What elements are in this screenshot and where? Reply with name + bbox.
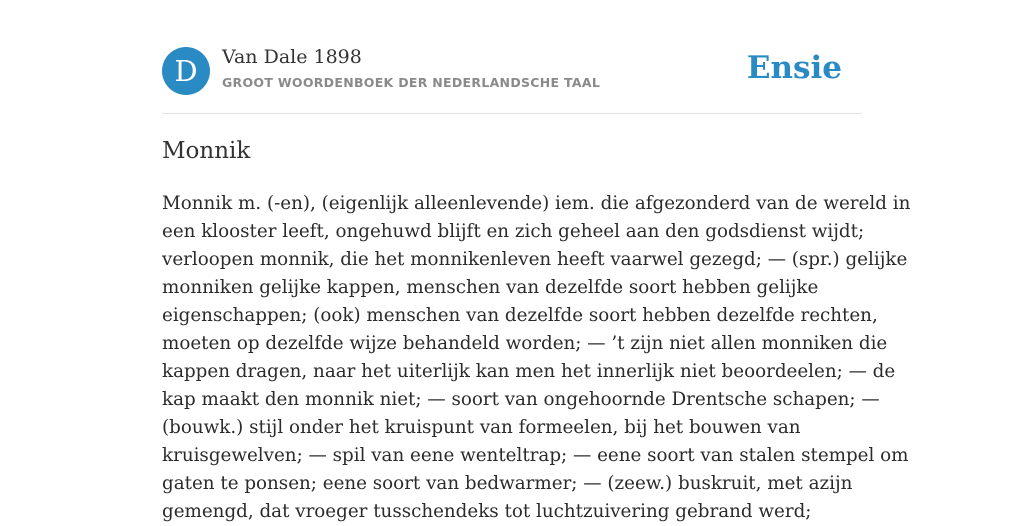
dictionary-name[interactable]: Van Dale 1898	[222, 46, 362, 68]
site-header	[162, 0, 862, 114]
definition-line: moeten op dezelfde wijze behandeld worden; — ’t zijn niet allen monniken die	[162, 333, 888, 354]
definition-line: een klooster leeft, ongehuwd blijft en zich geheel aan den godsdienst wijdt;	[162, 221, 865, 242]
dictionary-subtitle: GROOT WOORDENBOEK DER NEDERLANDSCHE TAAL	[222, 75, 601, 90]
definition-line: verloopen monnik, die het monnikenleven heeft vaarwel gezegd; — (spr.) gelijke	[162, 249, 908, 270]
page-container	[162, 0, 911, 522]
definition-line: gaten te ponsen; eene soort van bedwarmer; — (zeew.) buskruit, met azijn	[162, 473, 853, 494]
entry-definition	[162, 190, 911, 526]
definition-line: Monnik m. (-en), (eigenlijk alleenlevende) iem. die afgezonderd van de wereld in	[162, 193, 911, 214]
definition-line: eigenschappen; (ook) menschen van dezelfde soort hebben dezelfde rechten,	[162, 305, 878, 326]
definition-line: kruisgewelven; — spil van eene wenteltrap; — eene soort van stalen stempel om	[162, 445, 909, 466]
definition-line: kappen dragen, naar het uiterlijk kan men het innerlijk niet beoordeelen; — de	[162, 361, 896, 382]
definition-line: gemengd, dat vroeger tusschendeks tot luchtzuivering gebrand werd;	[162, 501, 812, 522]
definition-line: monniken gelijke kappen, menschen van dezelfde soort hebben gelijke	[162, 277, 819, 298]
entry-title: Monnik	[162, 138, 251, 164]
definition-line: kap maakt den monnik niet; — soort van ongehoornde Drentsche schapen; —	[162, 389, 880, 410]
definition-line: (bouwk.) stijl onder het kruispunt van formeelen, bij het bouwen van	[162, 417, 801, 438]
dictionary-avatar[interactable]: D	[162, 47, 210, 95]
ensie-logo[interactable]: Ensie	[746, 50, 842, 86]
